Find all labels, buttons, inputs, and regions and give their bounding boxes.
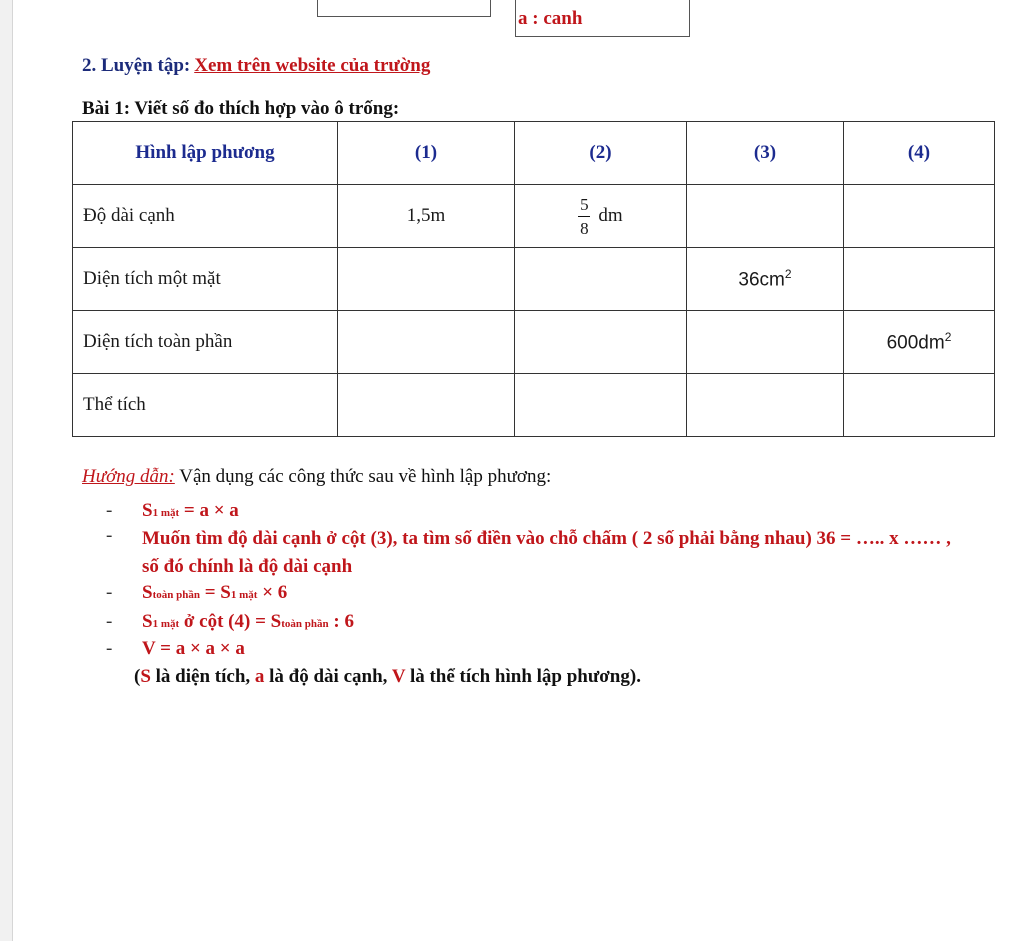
website-link[interactable]: Xem trên website của trường: [194, 55, 431, 76]
legend-note: [134, 666, 641, 688]
subscript: 1 mặt: [230, 589, 258, 601]
bullet-dash: -: [106, 525, 113, 546]
table-row: [73, 185, 995, 248]
bullet-dash: -: [106, 638, 113, 659]
cell-edge-1[interactable]: 1,5m: [338, 185, 515, 248]
note-text: là diện tích,: [150, 666, 255, 687]
note-a: a: [254, 666, 265, 687]
cell-volume-3[interactable]: [687, 374, 844, 437]
header-cube: Hình lập phương: [73, 122, 338, 185]
cell-volume-1[interactable]: [338, 374, 515, 437]
formula-mid: = S: [199, 582, 231, 603]
subscript: 1 mặt: [152, 618, 180, 630]
table-header-row: [73, 122, 995, 185]
section-heading: [82, 55, 430, 77]
formula-rest: : 6: [328, 611, 354, 632]
guide-line: [82, 466, 551, 488]
subscript: 1 mặt: [152, 507, 180, 519]
side-label: a : canh: [518, 8, 583, 29]
cell-face-1[interactable]: [338, 248, 515, 311]
header-col-3: (3): [687, 122, 844, 185]
note-open: (: [134, 666, 141, 687]
fraction-denominator: 8: [580, 218, 589, 238]
guide-label: Hướng dẫn:: [82, 466, 175, 487]
formula-rest: × 6: [257, 582, 288, 603]
top-box-left: [317, 0, 491, 17]
fraction: [578, 196, 590, 237]
table-row: [73, 248, 995, 311]
cell-total-2[interactable]: [515, 311, 687, 374]
cell-face-3[interactable]: [687, 248, 844, 311]
cell-total-3[interactable]: [687, 311, 844, 374]
row-label-volume: Thể tích: [73, 374, 338, 437]
bullet-dash: -: [106, 611, 113, 632]
guide-text: Vận dụng các công thức sau về hình lập phương:: [174, 466, 552, 487]
formula-volume: V = a × a × a: [142, 638, 245, 659]
cell-face-4[interactable]: [844, 248, 995, 311]
cell-face-2[interactable]: [515, 248, 687, 311]
header-col-4: (4): [844, 122, 995, 185]
subscript: toàn phần: [281, 618, 329, 630]
exponent: 2: [784, 266, 792, 281]
symbol-s: S: [142, 611, 153, 632]
header-col-1: (1): [338, 122, 515, 185]
note-end: là thể tích hình lập phương).: [405, 666, 641, 687]
formula-total-area: [142, 582, 287, 604]
symbol-s: S: [142, 582, 153, 603]
bullet-dash: -: [106, 582, 113, 603]
instruction-edge: Muốn tìm độ dài cạnh ở cột (3), ta tìm số điền vào chỗ chấm ( 2 số phải bằng nhau) 36 = ….. x …… , số đó chính là độ dài cạnh: [142, 528, 951, 577]
fraction-numerator: 5: [580, 194, 589, 214]
table-row: [73, 374, 995, 437]
cell-edge-4[interactable]: [844, 185, 995, 248]
exercise-title: Bài 1: Viết số đo thích hợp vào ô trống:: [82, 98, 400, 119]
cube-table: [72, 121, 995, 437]
formula-mid: ở cột (4) = S: [179, 611, 282, 632]
row-label-total-area: Diện tích toàn phần: [73, 311, 338, 374]
exponent: 2: [944, 329, 952, 344]
cell-edge-2[interactable]: [515, 185, 687, 248]
bullet-dash: -: [106, 500, 113, 521]
header-col-2: (2): [515, 122, 687, 185]
subscript: toàn phần: [152, 589, 200, 601]
cell-edge-3[interactable]: [687, 185, 844, 248]
value-600dm: 600dm: [886, 332, 945, 354]
note-v: V: [391, 666, 406, 687]
symbol-s: S: [142, 500, 153, 521]
note-s: S: [140, 666, 151, 687]
cell-total-4[interactable]: [844, 311, 995, 374]
fraction-bar: [578, 216, 590, 217]
formula-rest: = a × a: [179, 500, 239, 521]
formula-face-area: [142, 500, 239, 522]
cell-total-1[interactable]: [338, 311, 515, 374]
row-label-edge: Độ dài cạnh: [73, 185, 338, 248]
value-36cm: 36cm: [738, 269, 785, 291]
formula-col4: [142, 611, 354, 633]
cell-volume-2[interactable]: [515, 374, 687, 437]
table-row: [73, 311, 995, 374]
cell-volume-4[interactable]: [844, 374, 995, 437]
section-title: 2. Luyện tập:: [82, 55, 191, 76]
unit-dm: dm: [598, 204, 623, 226]
note-text: là độ dài cạnh,: [264, 666, 392, 687]
row-label-face-area: Diện tích một mặt: [73, 248, 338, 311]
